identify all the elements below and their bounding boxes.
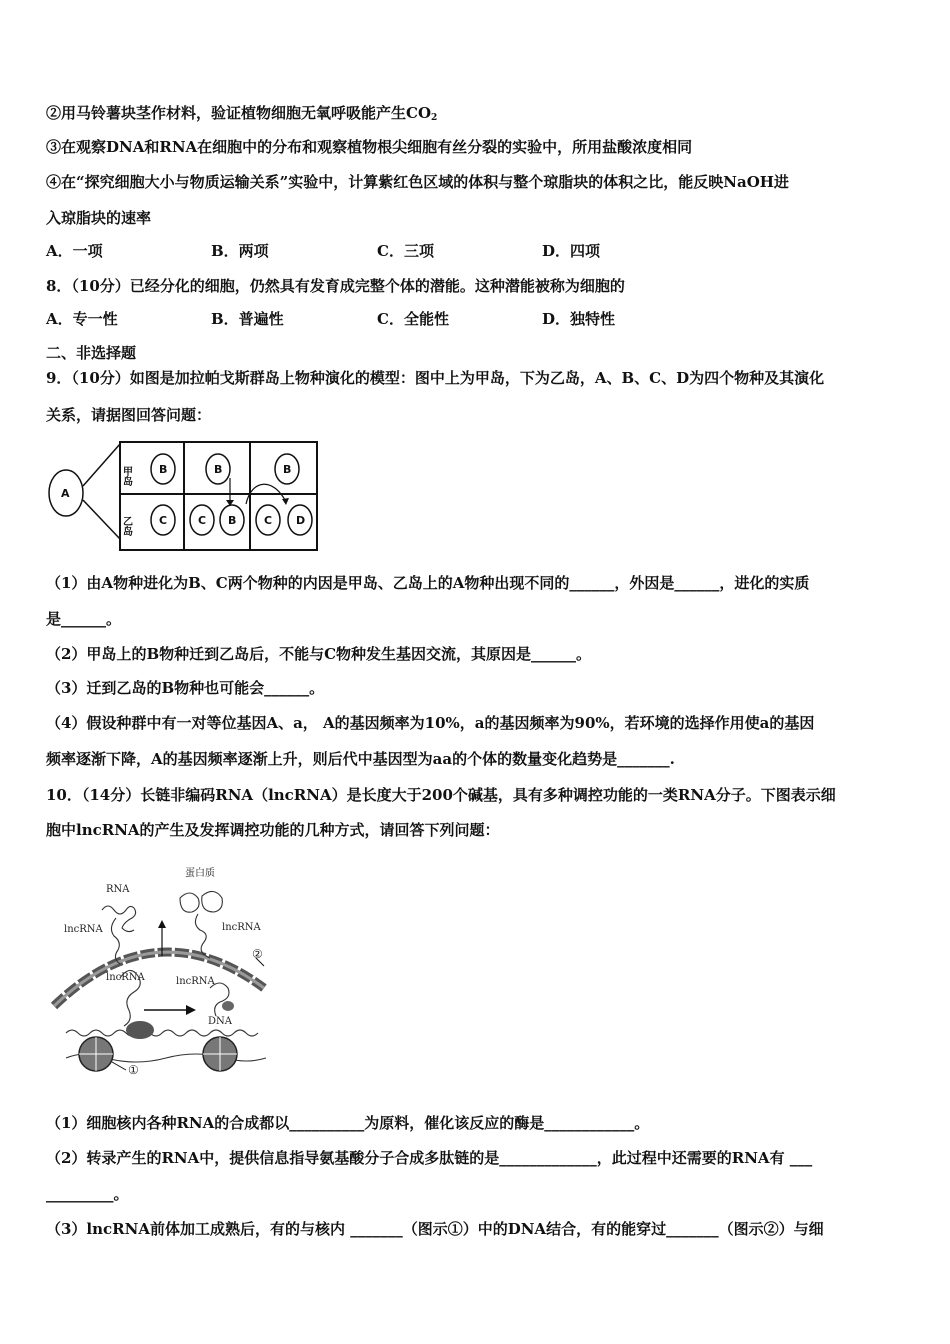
bottom-c3-label: C xyxy=(264,514,273,527)
lncrna-left-label: lncRNA xyxy=(64,924,103,935)
section-heading: 二、非选择题 xyxy=(46,344,137,362)
top-b2-label: B xyxy=(214,463,223,476)
q7-option-c[interactable]: C．三项 xyxy=(377,242,434,260)
statement-4-line2: 入琼脂块的速率 xyxy=(46,209,152,227)
q7-option-b[interactable]: B．两项 xyxy=(211,242,269,260)
rna-label: RNA xyxy=(106,884,130,895)
lncrna-diagram xyxy=(46,858,276,1080)
lncrna-inside-label-2: lncRNA xyxy=(176,976,215,987)
species-a-label: A xyxy=(61,487,70,500)
top-b1-label: B xyxy=(159,463,168,476)
lncrna-loop-2 xyxy=(210,983,229,1016)
question-9-part3: （3）迁到乙岛的B物种也可能会______。 xyxy=(46,679,325,697)
question-8: 8．（10分）已经分化的细胞，仍然具有发育成完整个体的潜能。这种潜能被称为细胞的 xyxy=(46,277,625,295)
speciation-diagram xyxy=(46,438,326,554)
question-9-part4-line2: 频率逐渐下降，A的基因频率逐渐上升，则后代中基因型为aa的个体的数量变化趋势是_______. xyxy=(46,750,675,768)
question-10-part3: （3）lncRNA前体加工成熟后，有的与核内 _______（图示①）中的DNA结合，有的能穿过_______（图示②）与细 xyxy=(46,1220,824,1238)
question-10-line2: 胞中lncRNA的产生及发挥调控功能的几种方式，请回答下列问题： xyxy=(46,821,500,839)
island-label-top: 甲岛 xyxy=(120,466,132,486)
question-9-part1-line2: 是______。 xyxy=(46,610,122,628)
question-10-part2-line2: _________。 xyxy=(46,1185,129,1203)
question-10-line1: 10．（14分）长链非编码RNA（lncRNA）是长度大于200个碱基，具有多种调控功能的一类RNA分子。下图表示细 xyxy=(46,786,836,804)
question-10-part2-line1: （2）转录产生的RNA中，提供信息指导氨基酸分子合成多肽链的是_____________，此过程中还需要的RNA有 ___ xyxy=(46,1149,813,1167)
lncrna-inside-label-1: lncRNA xyxy=(106,972,145,983)
protein-right xyxy=(202,891,223,912)
question-9-line1: 9．（10分）如图是加拉帕戈斯群岛上物种演化的模型：图中上为甲岛，下为乙岛，A、B、C、D为四个物种及其演化 xyxy=(46,369,825,387)
bottom-c1-label: C xyxy=(159,514,168,527)
question-10-part1: （1）细胞核内各种RNA的合成都以__________为原料，催化该反应的酶是____________。 xyxy=(46,1114,650,1132)
top-b3-label: B xyxy=(283,463,292,476)
q8-option-c[interactable]: C．全能性 xyxy=(377,310,449,328)
bottom-b-label: B xyxy=(228,514,237,527)
dna-label: DNA xyxy=(208,1016,232,1027)
statement-2: ②用马铃薯块茎作材料，验证植物细胞无氧呼吸能产生$CO_2$ xyxy=(46,104,438,123)
protein-label: 蛋白质 xyxy=(185,868,215,879)
statement-4-line1: ④在“探究细胞大小与物质运输关系”实验中，计算紫红色区域的体积与整个琼脂块的体积之比，能反映NaOH进 xyxy=(46,173,789,191)
island-label-bottom: 乙岛 xyxy=(120,516,132,536)
question-9-part2: （2）甲岛上的B物种迁到乙岛后，不能与C物种发生基因交流，其原因是______。 xyxy=(46,645,592,663)
lncrna-right-label: lncRNA xyxy=(222,922,261,933)
bottom-c2-label: C xyxy=(198,514,207,527)
q7-option-a[interactable]: A．一项 xyxy=(46,242,103,260)
bottom-d-label: D xyxy=(296,514,306,527)
rna-strand xyxy=(102,906,136,932)
q8-option-d[interactable]: D．独特性 xyxy=(542,310,616,328)
protein-left xyxy=(180,893,199,912)
q8-option-a[interactable]: A．专一性 xyxy=(46,310,118,328)
dna-strand xyxy=(66,1030,258,1036)
question-9-part4-line1: （4）假设种群中有一对等位基因A、a， A的基因频率为10%，a的基因频率为90%，若环境的选择作用使a的基因 xyxy=(46,714,815,732)
statement-3: ③在观察DNA和RNA在细胞中的分布和观察植物根尖细胞有丝分裂的实验中，所用盐酸浓度相同 xyxy=(46,138,693,156)
question-9-line2: 关系，请据图回答问题： xyxy=(46,406,212,424)
q7-option-d[interactable]: D．四项 xyxy=(542,242,601,260)
question-9-part1-line1: （1）由A物种进化为B、C两个物种的内因是甲岛、乙岛上的A物种出现不同的______，外因是______，进化的实质 xyxy=(46,574,810,592)
lncrna-left-strand xyxy=(111,918,120,964)
island-grid xyxy=(120,442,317,550)
marker-1: ① xyxy=(128,1063,139,1077)
marker-2: ② xyxy=(252,947,263,961)
q8-option-b[interactable]: B．普遍性 xyxy=(211,310,284,328)
